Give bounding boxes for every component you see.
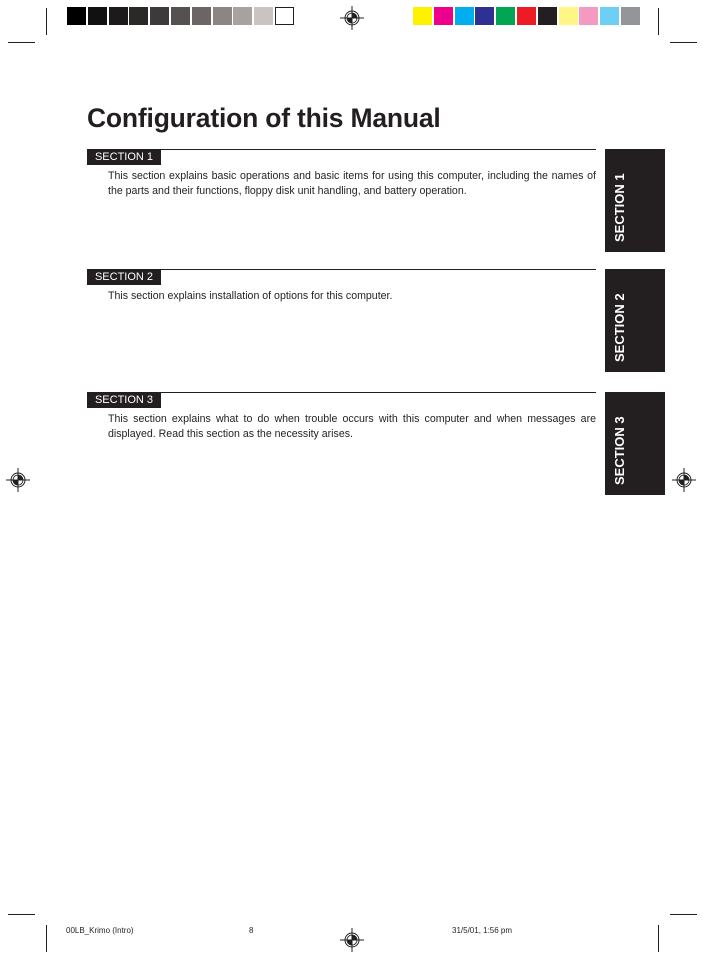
- section-2-tab[interactable]: [605, 269, 665, 372]
- color-swatch: [67, 7, 86, 25]
- section-1-label: SECTION 1: [87, 149, 161, 165]
- color-swatch: [600, 7, 619, 25]
- color-swatch: [275, 7, 294, 25]
- color-swatch: [517, 7, 536, 25]
- color-swatch: [559, 7, 578, 25]
- color-swatch: [129, 7, 148, 25]
- process-color-bar: [413, 7, 642, 25]
- crop-mark: [8, 42, 35, 43]
- color-swatch: [579, 7, 598, 25]
- registration-mark-icon: [340, 6, 364, 30]
- color-swatch: [150, 7, 169, 25]
- section-rule: [87, 149, 596, 150]
- crop-mark: [8, 914, 35, 915]
- registration-mark-icon: [6, 468, 30, 492]
- color-swatch: [434, 7, 453, 25]
- registration-mark-icon: [672, 468, 696, 492]
- section-3-description: This section explains what to do when trouble occurs with this computer and when messages are displayed. Read this section as the necessity arises.: [108, 413, 596, 440]
- page-title: Configuration of this Manual: [87, 103, 441, 133]
- section-1-tab[interactable]: [605, 149, 665, 252]
- color-swatch: [109, 7, 128, 25]
- color-swatch: [192, 7, 211, 25]
- crop-mark: [46, 8, 47, 35]
- color-swatch: [496, 7, 515, 25]
- color-swatch: [233, 7, 252, 25]
- footer-timestamp: 31/5/01, 1:56 pm: [452, 926, 513, 935]
- crop-mark: [670, 914, 697, 915]
- color-swatch: [455, 7, 474, 25]
- color-swatch: [254, 7, 273, 25]
- section-1-tab-label: SECTION 1: [612, 173, 627, 242]
- section-rule: [87, 392, 596, 393]
- section-3-tab-label: SECTION 3: [612, 416, 627, 485]
- section-2-description: This section explains installation of options for this computer.: [108, 290, 393, 302]
- color-swatch: [621, 7, 640, 25]
- color-swatch: [413, 7, 432, 25]
- section-3-label: SECTION 3: [87, 392, 161, 408]
- color-swatch: [88, 7, 107, 25]
- crop-mark: [658, 8, 659, 35]
- footer-file-name: 00LB_Krimo (Intro): [66, 926, 134, 935]
- footer-page-number: 8: [249, 926, 254, 935]
- section-2-tab-label: SECTION 2: [612, 293, 627, 362]
- section-3-tab[interactable]: [605, 392, 665, 495]
- grayscale-bar: [67, 7, 296, 25]
- color-swatch: [475, 7, 494, 25]
- section-rule: [87, 269, 596, 270]
- crop-mark: [46, 925, 47, 952]
- section-1-description: This section explains basic operations and basic items for using this computer, including the names of the parts and their functions, floppy disk unit handling, and battery operation.: [108, 170, 596, 197]
- section-2-label: SECTION 2: [87, 269, 161, 285]
- color-swatch: [538, 7, 557, 25]
- color-swatch: [213, 7, 232, 25]
- color-swatch: [171, 7, 190, 25]
- crop-mark: [670, 42, 697, 43]
- crop-mark: [658, 925, 659, 952]
- registration-mark-icon: [340, 928, 364, 952]
